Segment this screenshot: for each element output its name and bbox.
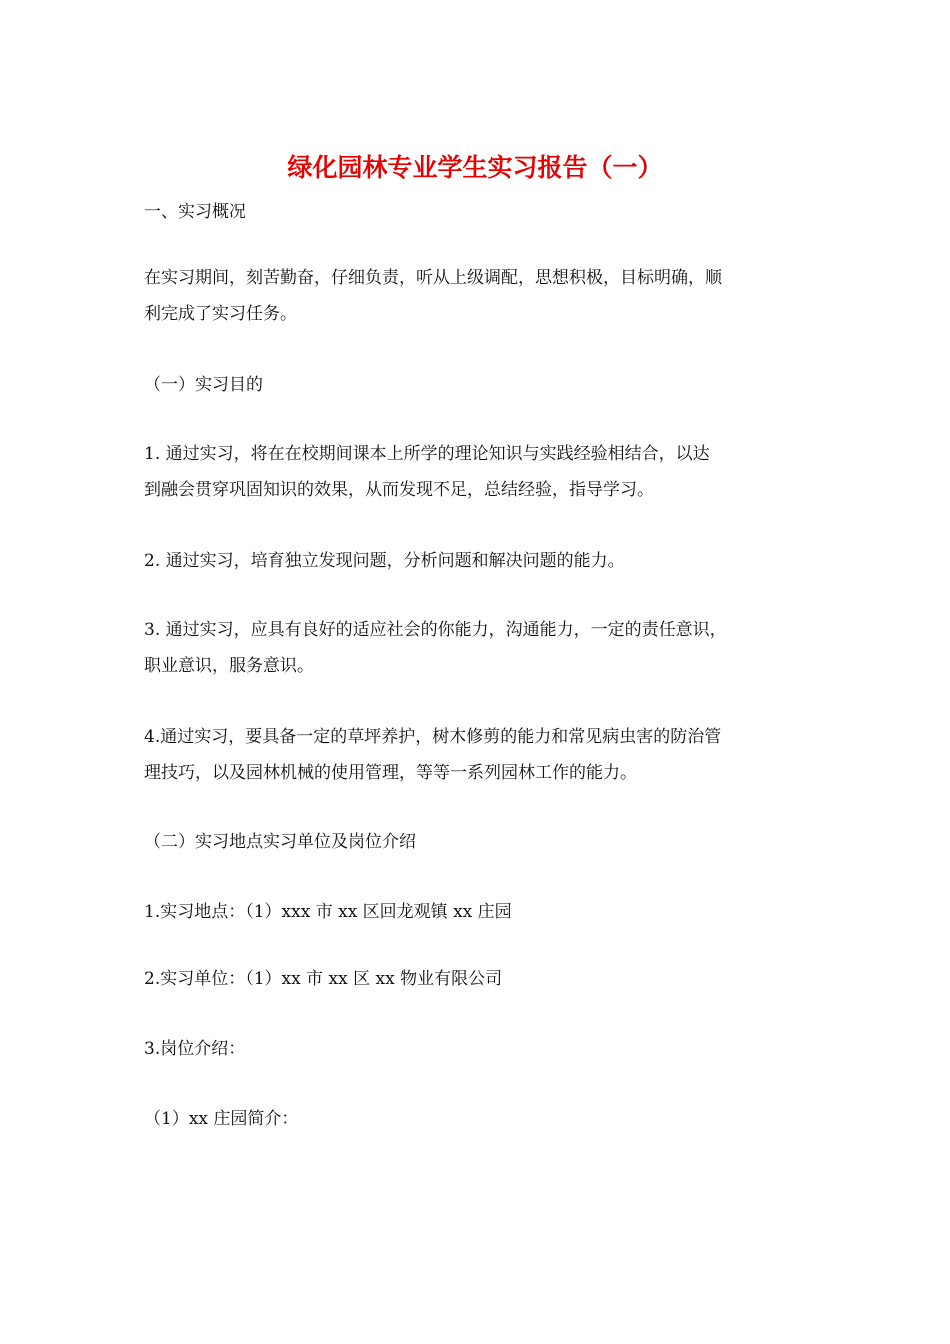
text-line: （二）实习地点实习单位及岗位介绍 xyxy=(144,832,416,852)
text-line: 2.实习单位：（1）xx 市 xx 区 xx 物业有限公司 xyxy=(144,969,503,989)
paragraph-estate-intro xyxy=(144,1101,814,1137)
text-line: 一、实习概况 xyxy=(144,202,246,222)
paragraph-summary xyxy=(144,260,814,332)
paragraph-purpose-1 xyxy=(144,436,814,508)
document-title: 绿化园林专业学生实习报告（一） xyxy=(287,153,663,182)
paragraph-location xyxy=(144,894,814,930)
text-line: 到融会贯穿巩固知识的效果，从而发现不足，总结经验，指导学习。 xyxy=(144,480,654,500)
text-line: 2. 通过实习，培育独立发现问题，分析问题和解决问题的能力。 xyxy=(144,551,625,571)
text-line: 4.通过实习，要具备一定的草坪养护，树木修剪的能力和常见病虫害的防治管 xyxy=(144,727,722,747)
paragraph-unit xyxy=(144,961,814,997)
heading-location xyxy=(144,824,814,860)
paragraph-purpose-2 xyxy=(144,543,814,579)
text-line: 职业意识，服务意识。 xyxy=(144,656,314,676)
text-line: 利完成了实习任务。 xyxy=(144,304,297,324)
text-line: （1）xx 庄园简介： xyxy=(144,1109,299,1129)
text-line: 3. 通过实习，应具有良好的适应社会的你能力，沟通能力，一定的责任意识， xyxy=(144,620,727,640)
heading-overview xyxy=(144,194,814,230)
text-line: （一）实习目的 xyxy=(144,375,263,395)
paragraph-purpose-3 xyxy=(144,612,814,684)
text-line: 3.岗位介绍： xyxy=(144,1039,246,1059)
text-line: 1.实习地点：（1）xxx 市 xx 区回龙观镇 xx 庄园 xyxy=(144,902,512,922)
text-line: 理技巧，以及园林机械的使用管理，等等一系列园林工作的能力。 xyxy=(144,763,637,783)
text-line: 1. 通过实习，将在在校期间课本上所学的理论知识与实践经验相结合，以达 xyxy=(144,444,710,464)
text-line: 在实习期间，刻苦勤奋，仔细负责，听从上级调配，思想积极，目标明确，顺 xyxy=(144,268,722,288)
paragraph-purpose-4 xyxy=(144,719,814,791)
heading-purpose xyxy=(144,367,814,403)
paragraph-position xyxy=(144,1031,814,1067)
